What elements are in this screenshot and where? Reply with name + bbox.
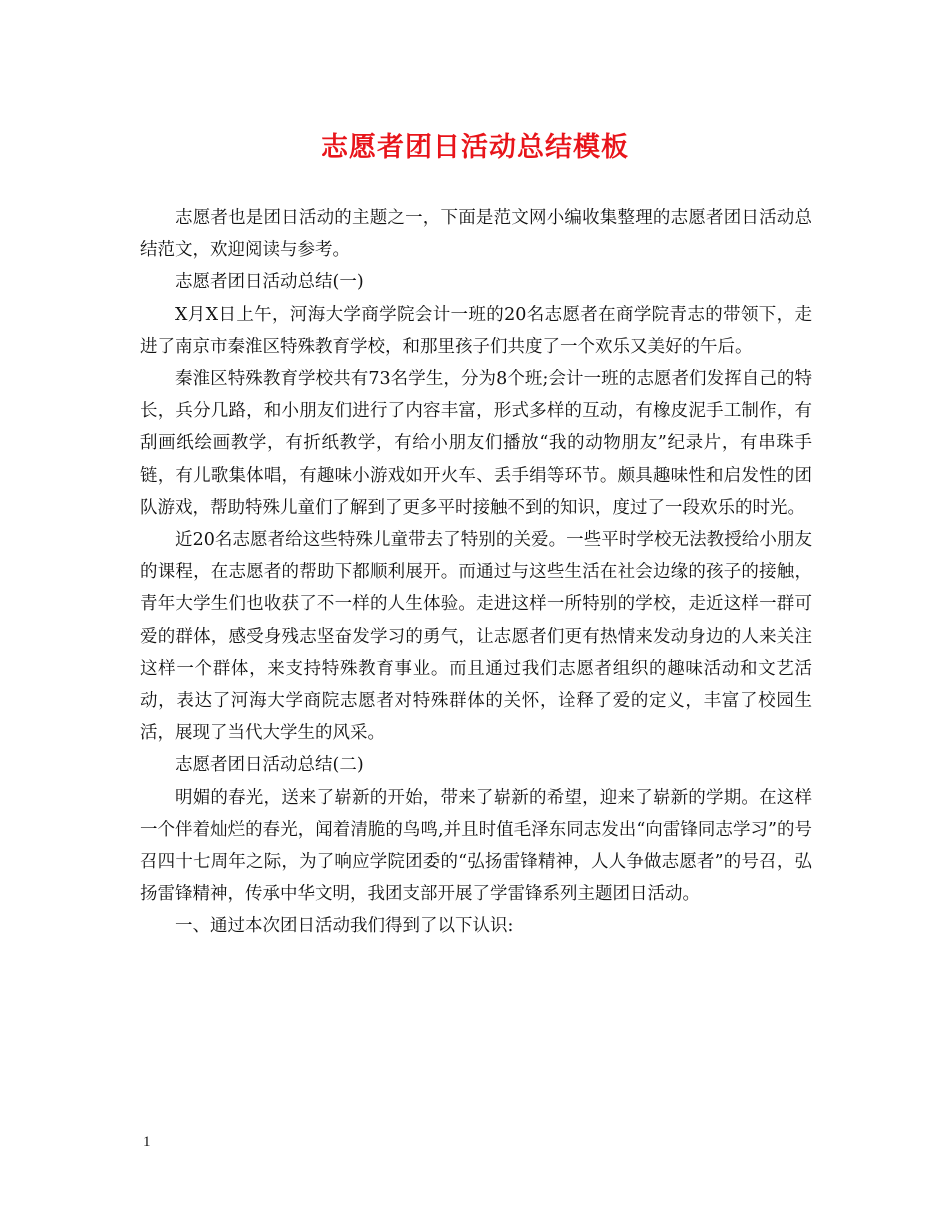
document-title: 志愿者团日活动总结模板 (321, 132, 629, 163)
paragraph: X月X日上午，河海大学商学院会计一班的20名志愿者在商学院青志的带领下，走进了南京市秦淮区特殊教育学校，和那里孩子们共度了一个欢乐又美好的午后。 (140, 304, 812, 357)
page-number: 1 (143, 1134, 151, 1150)
document-body (140, 202, 812, 943)
section-heading-one: 志愿者团日活动总结(一) (175, 272, 364, 293)
paragraph: 秦淮区特殊教育学校共有73名学生，分为8个班;会计一班的志愿者们发挥自己的特长，兵分几路，和小朋友们进行了内容丰富，形式多样的互动，有橡皮泥手工制作，有刮画纸绘画教学，有折纸教学，有给小朋友们播放“我的动物朋友”纪录片，有串珠手链，有儿歌集体唱，有趣味小游戏如开火车、丢手绢等环节。颇具趣味性和启发性的团队游戏，帮助特殊儿童们了解到了更多平时接触不到的知识，度过了一段欢乐的时光。 (140, 369, 812, 518)
list-heading: 一、通过本次团日活动我们得到了以下认识: (175, 916, 514, 937)
section-heading-two: 志愿者团日活动总结(二) (175, 755, 364, 776)
paragraph: 明媚的春光，送来了崭新的开始，带来了崭新的希望，迎来了崭新的学期。在这样一个伴着灿烂的春光，闻着清脆的鸟鸣,并且时值毛泽东同志发出“向雷锋同志学习”的号召四十七周年之际，为了响应学院团委的“弘扬雷锋精神，人人争做志愿者”的号召，弘扬雷锋精神，传承中华文明，我团支部开展了学雷锋系列主题团日活动。 (140, 787, 812, 905)
paragraph: 近20名志愿者给这些特殊儿童带去了特别的关爱。一些平时学校无法教授给小朋友的课程，在志愿者的帮助下都顺利展开。而通过与这些生活在社会边缘的孩子的接触，青年大学生们也收获了不一样的人生体验。走进这样一所特别的学校，走近这样一群可爱的群体，感受身残志坚奋发学习的勇气，让志愿者们更有热情来发动身边的人来关注这样一个群体，来支持特殊教育事业。而且通过我们志愿者组织的趣味活动和文艺活动，表达了河海大学商院志愿者对特殊群体的关怀，诠释了爱的定义，丰富了校园生活，展现了当代大学生的风采。 (140, 530, 812, 744)
paragraph-intro: 志愿者也是团日活动的主题之一，下面是范文网小编收集整理的志愿者团日活动总结范文，欢迎阅读与参考。 (140, 208, 812, 261)
